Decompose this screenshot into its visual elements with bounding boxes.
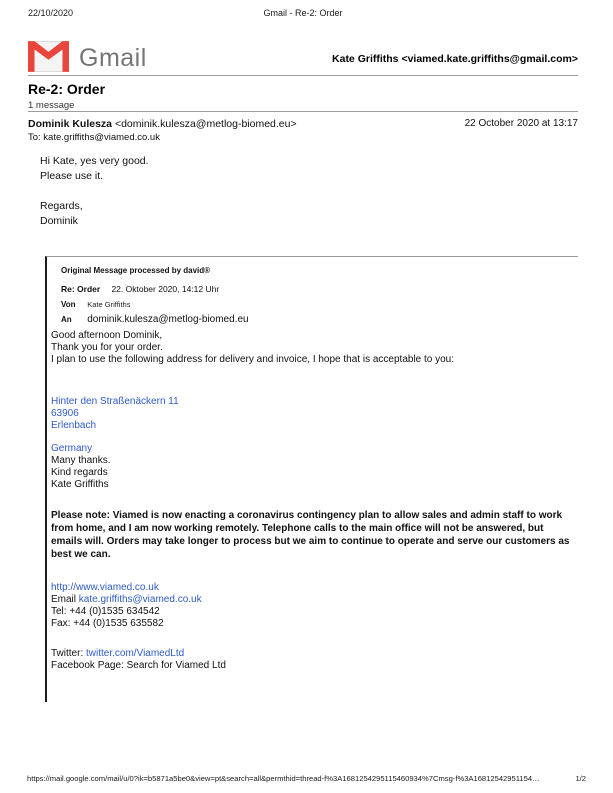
quoted-subject: Re: Order [61,284,101,294]
gmail-logo [28,41,147,77]
body-line: Hi Kate, yes very good. [40,155,149,167]
quoted-message-body [51,330,578,672]
gmail-header [28,42,578,75]
address-country-row [51,443,578,455]
address-link-country[interactable]: Germany [51,443,93,454]
message-body [40,154,578,229]
email-label: Email [51,594,79,605]
gmail-logo-text: Gmail [79,44,147,72]
thanks-text: Thank you for your order. [51,342,163,353]
quoted-date: 22. Oktober 2020, 14:12 Uhr [111,284,220,294]
from-label: Von [61,300,76,309]
fax-row: Fax: +44 (0)1535 635582 [51,618,164,629]
message-count: 1 message [28,100,75,111]
account-identity: Kate Griffiths <viamed.kate.griffiths@gmail.com> [332,52,578,65]
gmail-envelope-icon [28,41,69,77]
quoted-subject-row [61,284,578,295]
facebook-row: Facebook Page: Search for Viamed Ltd [51,660,226,671]
sender-row [28,118,578,130]
social-block [51,648,578,672]
email-link[interactable]: kate.griffiths@viamed.co.uk [78,594,202,605]
address-intro-text: I plan to use the following address for delivery and invoice, I hope that is acceptable to you: [51,354,455,365]
body-line: Please use it. [40,170,104,182]
twitter-link[interactable]: twitter.com/ViamedLtd [86,648,185,659]
address-link-city[interactable]: Erlenbach [51,420,97,431]
tel-row: Tel: +44 (0)1535 634542 [51,606,160,617]
address-link-street[interactable]: Hinter den Straßenäckern 11 [51,396,179,407]
website-link[interactable]: http://www.viamed.co.uk [51,582,159,593]
print-footer-url: https://mail.google.com/mail/u/0?ik=b5871a5be0&view=pt&search=all&permthid=thread-f%3A1681254295115460934%7Cmsg-f%3A16812542951154… [27,774,540,783]
many-thanks-text: Many thanks. [51,455,111,466]
quoted-message [45,256,578,702]
thread-subject: Re-2: Order [28,81,106,97]
signature-name: Kate Griffiths [51,479,109,490]
quoted-from-row [61,300,578,310]
sender-name: Dominik Kulesza [28,118,113,130]
recipient-line: To: kate.griffiths@viamed.co.uk [28,132,160,143]
divider-subject [28,111,578,112]
body-line: Regards, [40,200,83,212]
from-value: Kate Griffiths [87,300,131,309]
greeting-text: Good afternoon Dominik, [51,330,163,341]
address-link-postcode[interactable]: 63906 [51,408,79,419]
print-footer [27,774,586,783]
print-header [28,8,578,20]
sender-info [28,118,297,130]
quoted-message-header [51,266,578,325]
print-footer-page: 1/2 [575,774,586,783]
print-page-title: Gmail - Re-2: Order [263,8,343,18]
message-date: 22 October 2020 at 13:17 [464,118,578,129]
to-label: An [61,315,72,324]
covid-notice: Please note: Viamed is now enacting a coronavirus contingency plan to allow sales and admin staff to work from home, and I am now working remotely. Telephone calls to the main office will not be answered, but emails will. Orders may take longer to process but we aim to continue to operate and serve our customers as best we can. [51,510,570,560]
twitter-row [51,648,578,660]
quoted-to-row [61,315,578,325]
body-line: Dominik [40,215,78,227]
address-block [51,396,578,432]
email-row [51,594,578,606]
twitter-label: Twitter: [51,648,87,659]
print-date: 22/10/2020 [28,8,74,18]
contact-block [51,582,578,630]
sender-email: <dominik.kulesza@metlog-biomed.eu> [114,118,297,130]
kind-regards-text: Kind regards [51,467,108,478]
body-line [40,184,578,199]
to-value: dominik.kulesza@metlog-biomed.eu [87,314,249,325]
processed-by-note: Original Message processed by david® [61,266,211,275]
